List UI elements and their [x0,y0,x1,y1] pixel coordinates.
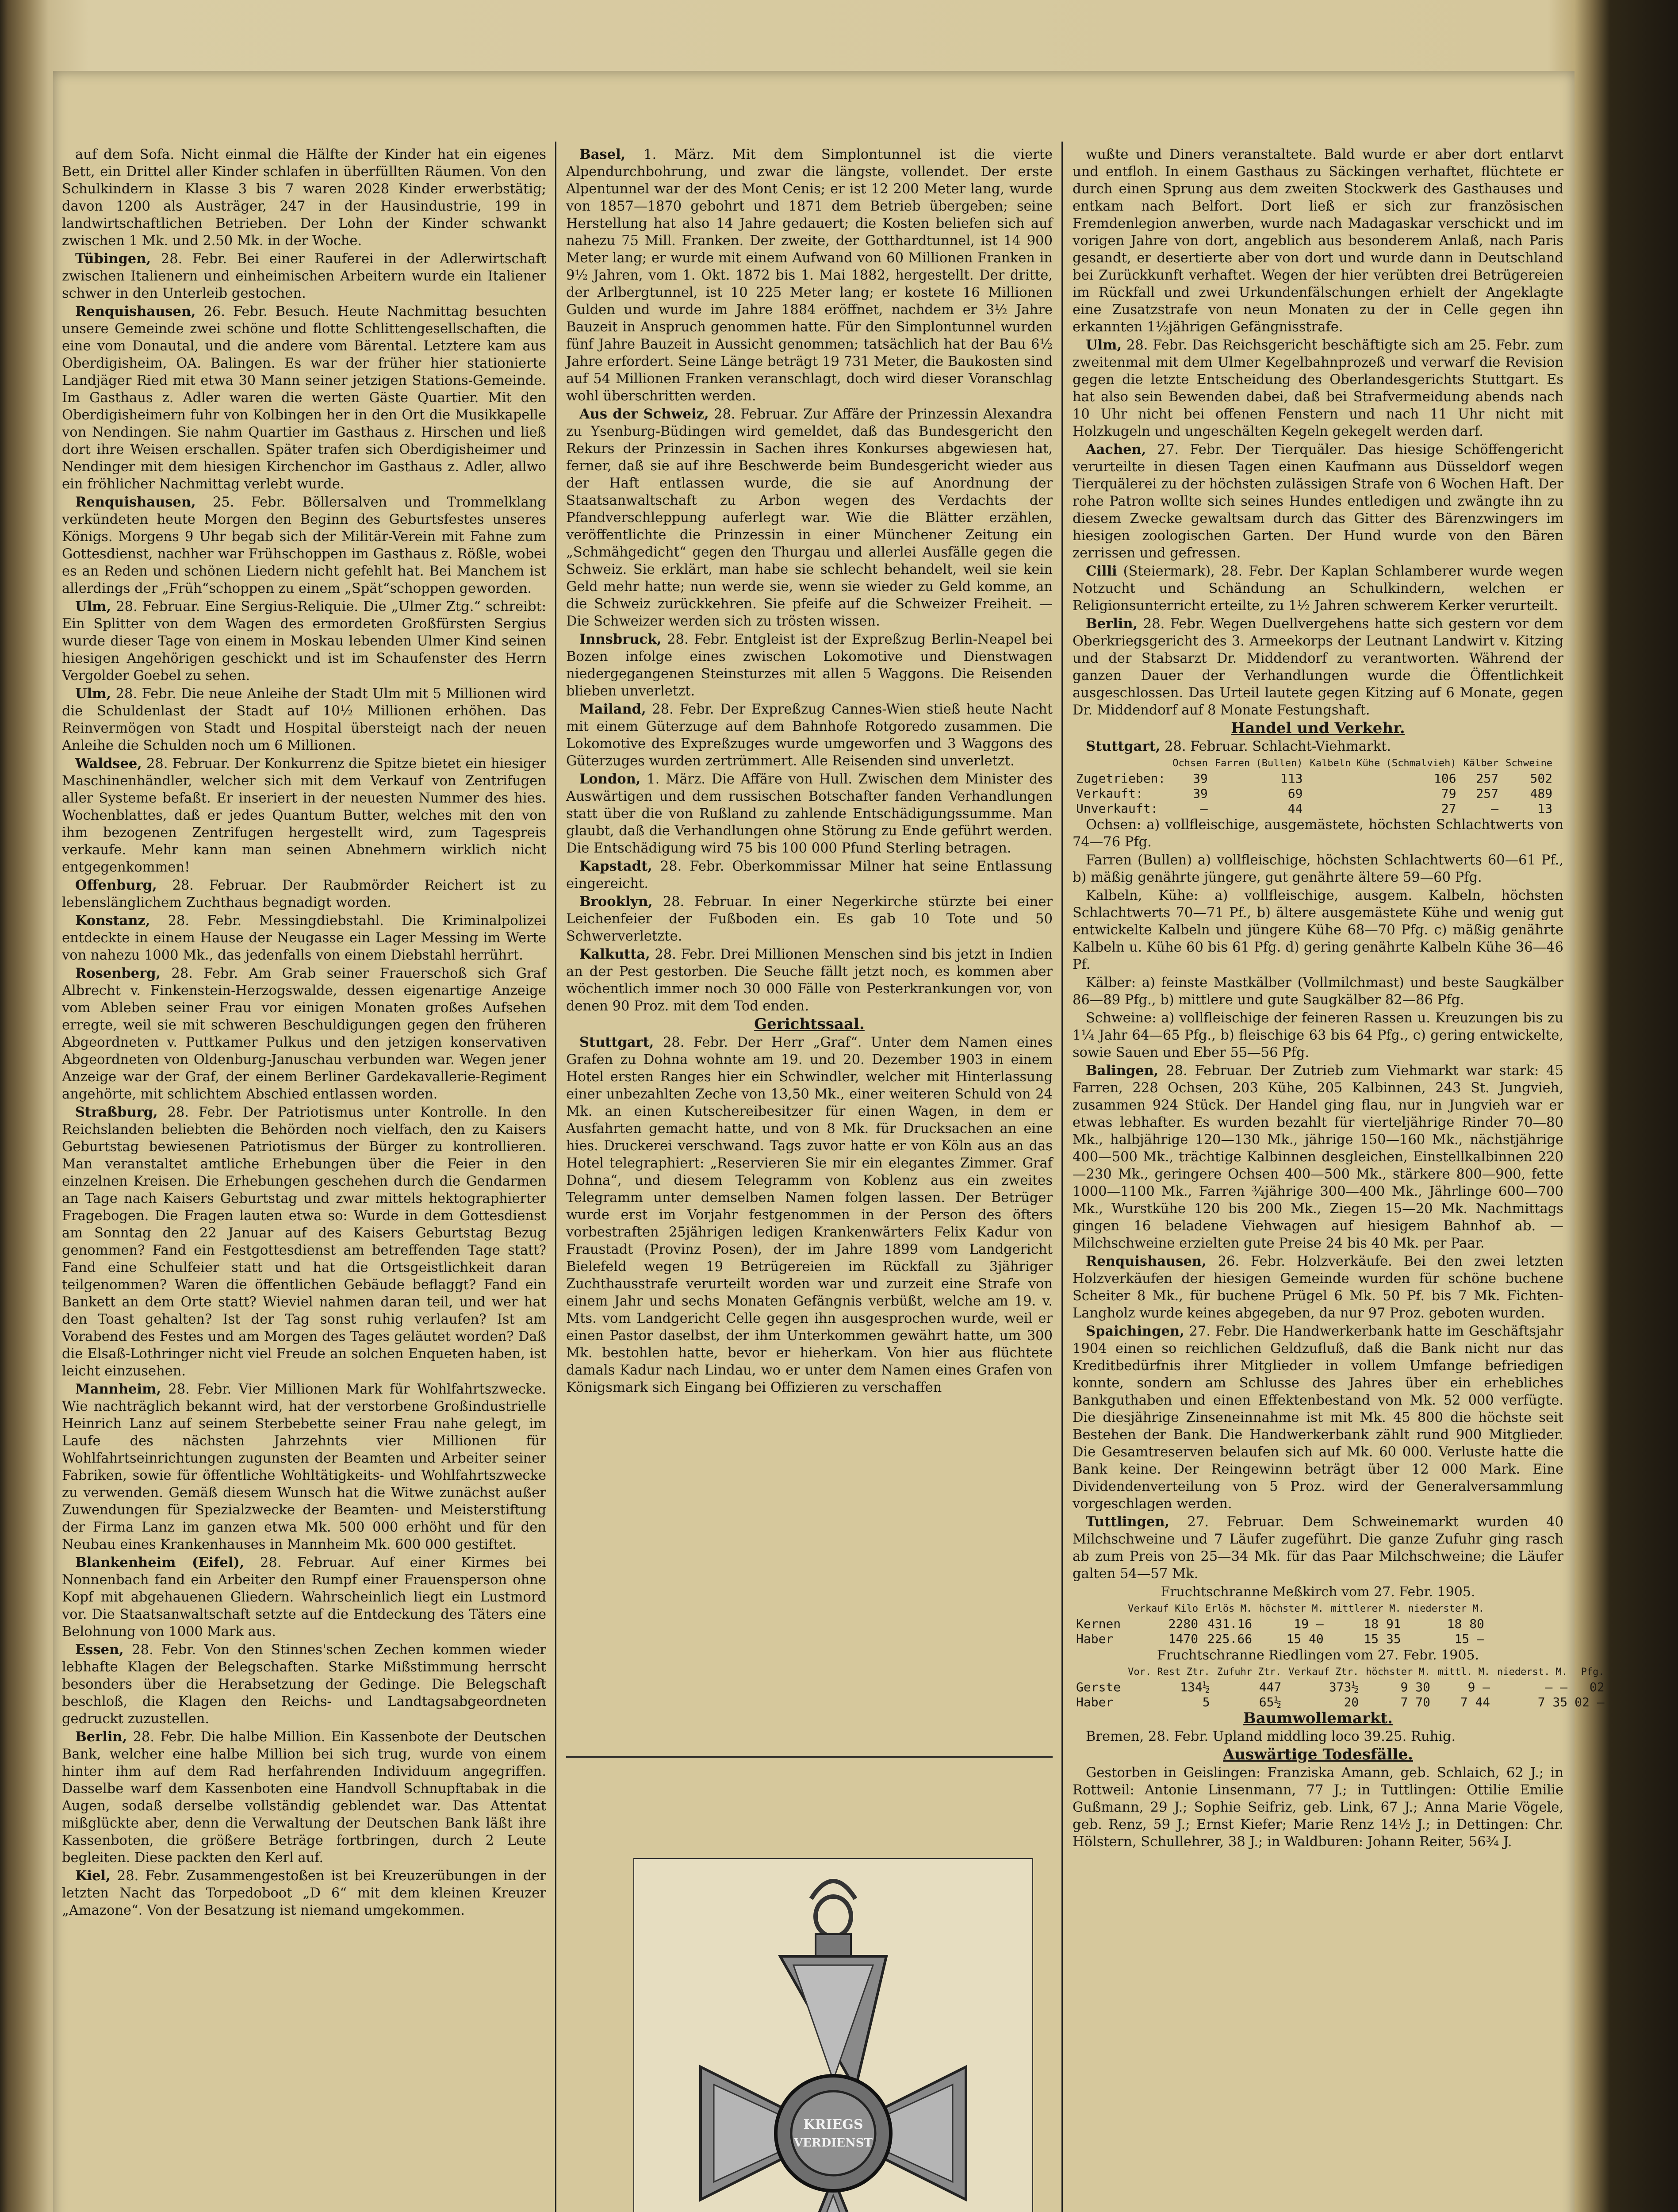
table-row [1073,1632,1488,1647]
news-text: 27. Februar. Dem Schweinemarkt wurden 40 Milchschweine und 7 Läufer zugeführt. Die ganze Zufuhr ging rasch ab zum Preis von 25—34 Mk. für das Paar Milchschweine; die Läufer galten 54—57 Mk. [1073,1514,1563,1582]
news-item [566,631,1053,700]
table-cell: Haber [1076,1695,1114,1709]
news-item [62,146,546,250]
news-item [1073,1010,1563,1061]
table-cell: — — [1545,1680,1568,1694]
news-item [62,1641,546,1728]
column-3-market-reports [1073,816,1563,1582]
dateline: Kalkutta, [579,946,650,962]
news-item [62,1554,546,1640]
dateline: Spaichingen, [1086,1323,1184,1339]
dateline: Berlin, [75,1729,127,1745]
dateline: Rosenberg, [75,965,161,981]
news-text: 28. Febr. Die halbe Million. Ein Kassenbote der Deutschen Bank, welcher eine halbe Million bei sich trug, wurde von einem hinter ihm auf dem Rad herfahrenden Individuum angegriffen. Dasselbe warf dem Kassenboten eine Handvoll Schnupftabak in die Augen, sodaß derselbe vollständig geblendet war. Das Attentat mißglückte aber, denn die Verwaltung der Deutschen Bank läßt ihre Kassenboten, die größere Beträge fortbringen, durch 2 Leute begleiten. Diese packten den Kerl auf. [62,1729,546,1866]
table-cell: 15 — [1454,1632,1484,1646]
todesfaelle-text: Gestorben in Geislingen: Franziska Amann, geb. Schlaich, 62 J.; in Rottweil: Antonie Linsenmann, 77 J.; in Tuttlingen: Ottilie Emilie Gußmann, 29 J.; Sophie Seifriz, geb. Link, 67 J.; Anna Marie Vögele, geb. Renz, 59 J.; Ernst Kiefer; Marie Renz 14½ J.; in Dettingen: Chr. Hölstern, Schullehrer, 38 J.; in Waldburen: Johann Reiter, 56¾ J. [1073,1765,1563,1850]
news-text: wußte und Diners veranstaltete. Bald wurde er aber dort entlarvt und entfloh. In einem Gasthaus zu Säckingen verhaftet, flüchtete er durch einen Sprung aus dem zweiten Stockwerk des Gasthauses und entkam nach Belfort. Dort ließ er sich zur französischen Fremdenlegion anwerben, wurde nach Madagaskar verschickt und im vorigen Jahre von dort, angeblich aus besonderem Anlaß, nach Paris gesandt, er desertierte aber von dort und wurde dann in Deutschland bei Zurückkunft verhaftet. Wegen der hier verübten drei Betrügereien im Rückfall und zwei Urkundenfälschungen erhielt der Angeklagte eine Zusatzstrafe von neun Monaten zu der in Celle gegen ihn erkannten 1½jährigen Gefängnisstrafe. [1073,147,1563,335]
news-item [1073,337,1563,440]
dateline: Offenburg, [75,877,157,893]
fruchtschranne-messkirch [1073,1583,1563,1647]
dateline: Waldsee, [75,756,142,772]
table-cell: 69 [1287,786,1303,801]
table-cell: 18 91 [1364,1617,1401,1631]
medal-illustration [633,1858,1033,2212]
news-item [62,494,546,597]
fruchtschranne-riedlingen [1073,1647,1605,1710]
table-header-cell: Kalbeln Kühe (Schmalvieh) [1310,758,1456,769]
column-3 [1073,146,1605,2212]
news-item [62,685,546,754]
table-cell: 373½ [1329,1680,1359,1694]
news-item [1073,738,1563,755]
news-text: 25. Febr. Böllersalven und Trommelklang verkündeten heute Morgen den Beginn des Geburtsfestes unseres Königs. Morgens 9 Uhr begab sich der Militär-Verein mit Fahne zum Gottesdienst, nachher war Frühschoppen im Gasthaus z. Rößle, wobei es an Reden und schönen Liedern nicht gefehlt hat. Bei Manchem ist allerdings der „Früh“schoppen zu einem „Spät“schoppen geworden. [62,495,546,596]
news-text: 28. Febr. Wegen Duellvergehens hatte sich gestern vor dem Oberkriegsgericht des 3. Armeekorps der Leutnant Landwirt v. Kitzing und der Stabsarzt Dr. Middendorf zu verantworten. Während der ganzen Dauer der Verhandlungen wurde die Öffentlichkeit ausgeschlossen. Das Urteil lautete gegen Kitzing auf 6 Monate, gegen Dr. Middendorf auf 8 Monate Festungshaft. [1073,616,1563,718]
news-text: 28. Februar. Zur Affäre der Prinzessin Alexandra zu Ysenburg-Büdingen wird gemeldet, daß das Bundesgericht den Rekurs der Prinzessin in Sachen ihres Konkurses abgewiesen hat, ferner, daß sie auf ihre Beschwerde beim Bundesgericht wieder aus der Haft entlassen wurde, die sie auf Anordnung der Staatsanwaltschaft zu Arbon wegen des Verdachts der Pfandverschleppung auferlegt war. Wie die Blätter erzählen, veröffentlichte die Prinzessin in einer Münchener Zeitung ein „Schmähgedicht“ gegen den Thurgau und allerlei Ausfälle gegen die Schweiz. Sie erklärt, man habe sie schlecht behandelt, weil sie kein Geld mehr hatte; nun werde sie, wenn sie wieder zu Geld komme, an die Schweiz zurückkehren. Sie pfeife auf die Schweizer Freiheit. — Die Schweizer werden sich zu trösten wissen. [566,407,1053,629]
news-item [566,406,1053,630]
table-cell: 15 35 [1364,1632,1401,1646]
news-item [62,1381,546,1553]
table-cell: 502 [1530,771,1553,786]
news-item [1073,563,1563,614]
news-text: 28. Febr. Messingdiebstahl. Die Kriminalpolizei entdeckte in einem Hause der Neugasse ein Lager Messing im Werte von nahezu 1000 Mk., das jedenfalls von einem Diebstahl herrührt. [62,913,546,963]
table-row [1073,771,1556,786]
news-text: Farren (Bullen) a) vollfleischige, höchsten Schlachtwerts 60—61 Pf., b) mäßig genährte jüngere, gut genährte ältere 59—60 Pfg. [1073,853,1563,885]
frucht1-title: Fruchtschranne Meßkirch vom 27. Febr. 1905. [1161,1584,1475,1600]
table-cell: Haber [1076,1632,1114,1646]
table-cell: 257 [1476,771,1499,786]
news-text: auf dem Sofa. Nicht einmal die Hälfte der Kinder hat ein eigenes Bett, ein Drittel aller Kinder schlafen in überfüllten Räumen. Von den Schulkindern in Klasse 3 bis 7 waren 2028 Kinder erwerbstätig; davon 1200 als Austräger, 247 in der Hausindustrie, 199 in landwirtschaftlichen Betrieben. Der Lohn der Kinder schwankt zwischen 1 Mk. und 2.50 Mk. in der Woche. [62,147,546,249]
table-header-cell [1073,756,1169,771]
table-cell: 9 — [1467,1680,1490,1694]
table-cell: 02 [1589,1680,1605,1694]
table-cell: 106 [1434,771,1456,786]
news-text: 1. März. Mit dem Simplontunnel ist die vierte Alpendurchbohrung, und zwar die längste, vollendet. Der erste Alpentunnel war der des Mont Cenis; er ist 12 200 Meter lang, wurde von 1857—1870 gebohrt und 1871 dem Betrieb übergeben; seine Herstellung hat also 14 Jahre gedauert; die Kosten beliefen sich auf nahezu 75 Mill. Franken. Der zweite, der Gotthardtunnel, ist 14 900 Meter lang; er wurde mit einem Aufwand von 60 Millionen Franken in 9½ Jahren, vom 1. Okt. 1872 bis 1. Mai 1882, hergestellt. Der dritte, der Arlbergtunnel, ist 10 225 Meter lang; er kostete 16 Millionen Gulden und wurde im Jahre 1884 eröffnet, nachdem er 3½ Jahre Bauzeit in Anspruch genommen hatte. Für den Simplontunnel wurden fünf Jahre Bauzeit in Aussicht genommen; tatsächlich hat der Bau 6½ Jahre erfordert. Seine Länge beträgt 19 731 Meter, die Baukosten sind auf 54 Millionen Franken veranschlagt, doch wird dieser Voranschlag wohl überschritten werden. [566,147,1053,404]
table-cell: 7 70 [1400,1695,1430,1709]
dateline: Basel, [579,146,626,162]
news-item [62,755,546,876]
dateline: Stuttgart, [1086,738,1161,754]
table-cell: 39 [1193,771,1208,786]
news-text: 28. Febr. Entgleist ist der Expreßzug Berlin-Neapel bei Bozen infolge eines zwischen Lokomotive und Dienstwagen niedergegangenen Steinsturzes mit allen 5 Waggons. Die Reisenden blieben unverletzt. [566,632,1053,699]
news-item [1073,852,1563,886]
table-cell: 02 — [1575,1695,1605,1709]
table-cell: 489 [1530,786,1553,801]
table-cell: 7 35 [1537,1695,1568,1709]
table-row [1073,1680,1608,1695]
table-header-cell: mittlerer M. [1330,1603,1401,1614]
medal-text-kriegs: KRIEGS [803,2117,863,2132]
table-cell: 2280 [1168,1617,1199,1631]
news-text: 28. Febr. Bei einer Rauferei in der Adlerwirtschaft zwischen Italienern und einheimischen Arbeitern wurde ein Italiener schwer in den Unterleib gestochen. [62,251,546,301]
table-header-cell: Kälber [1463,758,1499,769]
table-cell: 39 [1193,786,1208,801]
dateline: Balingen, [1086,1063,1159,1079]
table-cell: 134½ [1180,1680,1210,1694]
column-2 [566,146,1053,1747]
dateline: Tübingen, [75,251,151,267]
dateline: Aachen, [1086,442,1146,457]
news-text: 28. Febr. Der Patriotismus unter Kontrolle. In den Reichslanden beliebten die Behörden noch vielfach, den zu Kaisers Geburtstag bewiesenen Patriotismus der Bürger zu kontrollieren. Man veranstaltet amtliche Erhebungen über die Feier in den einzelnen Kreisen. Die Erhebungen geschehen durch die Gendarmen an Tage nach Kaisers Geburtstag und zwar mittels hektographierter Fragebogen. Die Fragen lauten etwa so: Wurde in dem Gottesdienst am Sonntag den 22 Januar auf des Kaisers Geburtstag Bezug genommen? Fand ein Festgottesdienst am betreffenden Tage statt? Fand eine Schulfeier statt und hat die Ortsgeistlichkeit daran teilgenommen? Waren die öffentlichen Gebäude beflaggt? Fand ein Bankett an dem Orte statt? Wieviel nahmen daran teil, und wer hat den Toast gehalten? Ist der Tag sonst ruhig verlaufen? Ist am Vorabend des Festes und am Morgen des Tages geläutet worden? Daß die Elsaß-Lothringer nicht viel Freude an solchen Enqueten haben, ist leicht einzusehen. [62,1105,546,1379]
news-item [62,965,546,1103]
news-item [566,1034,1053,1396]
table-cell: — [1200,801,1208,816]
table-header-cell: höchster M. [1259,1603,1324,1614]
table-cell: 447 [1259,1680,1282,1694]
dateline: Mailand, [579,701,646,717]
table-header-cell: niederst. M. [1497,1667,1568,1678]
table-header-cell: Verkauf Ztr. [1288,1667,1359,1678]
news-item [1073,615,1563,719]
dateline: Renquishausen, [75,303,196,319]
news-text: 26. Febr. Besuch. Heute Nachmittag besuchten unsere Gemeinde zwei schöne und flotte Schlittengesellschaften, die eine vom Donautal, und die andere vom Bärental. Letztere kam aus Oberdigisheim, OA. Balingen. Es war der früher hier stationierte Landjäger Ried mit etwa 30 Mann seiner jetzigen Stations-Gemeinde. Im Gasthaus z. Adler waren die werten Gäste Quartier. Mit den Oberdigisheimern fuhr von Kolbingen her in den Ort die Musikkapelle von Nendingen. Sie nahm Quartier im Gasthaus z. Hirschen und ließ dort ihre Weisen erschallen. Später trafen sich Oberdigisheimer und Nendinger mit dem hiesigen Kirchenchor im Gasthaus z. Adler, allwo ein fröhlicher Nachmittag verlebt wurde. [62,304,546,492]
dateline: Mannheim, [75,1381,161,1397]
newspaper-page [53,71,1605,2212]
news-item [1073,146,1563,336]
news-text: Kälber: a) feinste Mastkälber (Vollmilchmast) und beste Saugkälber 86—89 Pfg., b) mittlere und gute Saugkälber 82—86 Pfg. [1073,975,1563,1008]
news-text: 26. Febr. Holzverkäufe. Bei den zwei letzten Holzverkäufen der hiesigen Gemeinde wurden für schöne buchene Scheiter 8 Mk., für buchene Prügel 6 Mk. 50 Pf. bis 7 Mk. Fichten-Langholz wurde keines abgegeben, da nur 97 Proz. geboten wurden. [1073,1254,1563,1321]
table-cell: Unverkauft: [1076,801,1158,816]
table-header-cell: Schweine [1506,758,1553,769]
news-item [1073,816,1563,851]
news-text: 28. Februar. Auf einer Kirmes bei Nonnenbach fand ein Arbeiter den Rumpf einer Frauensperson ohne Kopf mit abgehauenen Gliedern. Wahrscheinlich liegt ein Lustmord vor. Die Staatsanwaltschaft setzte auf die Entdeckung des Täters eine Belohnung von 1000 Mark aus. [62,1555,546,1640]
table-cell: 79 [1441,786,1456,801]
dateline: Aus der Schweiz, [579,406,709,422]
dateline: Kiel, [75,1868,111,1884]
news-text: 28. Febr. Der Expreßzug Cannes-Wien stieß heute Nacht mit einem Güterzuge auf dem Bahnhofe Rotgoredo zusammen. Die Lokomotive des Expreßzuges wurde umgeworfen und 3 Waggons des Güterzuges wurden zertrümmert. Alle Reisenden sind unverletzt. [566,702,1053,769]
news-item [1073,887,1563,973]
news-item [62,877,546,911]
table-cell: 18 80 [1447,1617,1484,1631]
news-text: 28. Febr. Die neue Anleihe der Stadt Ulm mit 5 Millionen wird die Schuldenlast der Stadt auf 10½ Millionen erhöhen. Das Reinvermögen von Stadt und Hospital übersteigt nach der neuen Anleihe die Schulden noch um 6 Millionen. [62,686,546,753]
table-row [1073,801,1556,816]
news-item [566,858,1053,892]
table-cell: 113 [1280,771,1303,786]
table-header-cell: Verkauf Kilo [1128,1603,1199,1614]
table-cell: 20 [1344,1695,1359,1709]
news-item [62,912,546,964]
table-cell: 225.66 [1207,1632,1253,1646]
news-text: 28. Febr. Oberkommissar Milner hat seine Entlassung eingereicht. [566,859,1053,891]
dateline: Renquishausen, [75,494,196,510]
table-cell: Zugetrieben: [1076,771,1166,786]
table-header-cell: mittl. M. [1437,1667,1490,1678]
news-text: 28. Februar. Der Konkurrenz die Spitze bietet ein hiesiger Maschinenhändler, welcher sich mit dem Verkauf von Zentrifugen aller Systeme befaßt. Er inseriert in der neuesten Nummer des hies. Wochenblattes, daß er jedes Quantum Butter, welches mit den von ihm bezogenen Zentrifugen hergestellt wird, zum Tagespreis verkaufe. Mehr kann man seinen Abnehmern wirklich nicht entgegenkommen! [62,756,546,875]
column-3-news [1073,146,1563,755]
dateline: Renquishausen, [1086,1253,1207,1269]
table-row [1073,1695,1608,1710]
table-header-cell: Pfg. [1581,1667,1605,1678]
news-item [1073,1513,1563,1582]
table-header-cell: Farren (Bullen) [1214,758,1303,769]
dateline: Kapstadt, [579,858,652,874]
news-text: 28. Februar. Schlacht-Viehmarkt. [1160,739,1391,754]
news-text: Kalbeln, Kühe: a) vollfleischige, ausgem. Kalbeln, höchsten Schlachtwerts 70—71 Pf., b) ältere ausgemästete Kühe und wenig gut entwickelte Kalbeln und jüngere Kühe 68—70 Pfg. c) mäßig genährte Kalbeln u. Kühe 60 bis 61 Pfg. d) gering genährte Kalbeln Kühe 36—46 Pf. [1073,888,1563,972]
medal-top-rule [566,1756,1053,1758]
dateline: Essen, [75,1642,124,1658]
dateline: Brooklyn, [579,894,653,910]
table-header-cell [1073,1665,1124,1680]
dateline: Straßburg, [75,1104,158,1120]
table-header-cell: Ochsen [1172,758,1208,769]
table-cell: 5 [1202,1695,1210,1709]
section-heading: Handel und Verkehr. [1231,719,1405,737]
news-item [1073,1062,1563,1252]
news-text: 28. Februar. In einer Negerkirche stürzte bei einer Leichenfeier der Fußboden ein. Es gab 10 Tote und 50 Schwerverletzte. [566,894,1053,944]
table-row [1073,1617,1488,1632]
news-item [566,146,1053,405]
table-header-cell: Vor. Rest Ztr. [1128,1667,1210,1678]
dateline: Berlin, [1086,616,1138,632]
news-text: 28. Febr. Zusammengestoßen ist bei Kreuzerübungen in der letzten Nacht das Torpedoboot „D 6“ mit dem kleinen Kreuzer „Amazone“. Von der Besatzung ist niemand umgekommen. [62,1868,546,1918]
baumwolle-heading: Baumwollemarkt. [1243,1709,1393,1727]
dateline: Cilli [1086,563,1117,579]
previous-page-edge [0,75,49,2212]
news-text: 28. Februar. Der Zutrieb zum Viehmarkt war stark: 45 Farren, 228 Ochsen, 203 Kühe, 205 Kalbinnen, 243 St. Jungvieh, zusammen 924 Stück. Der Handel ging flau, nur in Jungvieh war er etwas lebhafter. Es wurden bezahlt für vierteljährige Rinder 70—80 Mk., halbjährige 120—130 Mk., jährige 150—160 Mk., nächstjährige 400—500 Mk., trächtige Kalbinnen desgleichen, Einstellkalbinnen 220—230 Mk., geringere Ochsen 400—500 Mk., stärkere 800—900, fette 1000—1100 Mk., Farren ¾jährige 300—400 Mk., Jährlinge 600—700 Mk., Wurstkühe 120 bis 200 Mk., Ziegen 15—20 Mk. Nachmittags gingen 16 beladene Viehwagen auf hiesigem Bahnhof ab. — Milchschweine erzielten gute Preise 24 bis 40 Mk. per Paar. [1073,1063,1563,1251]
news-text: 28. Februar. Eine Sergius-Reliquie. Die „Ulmer Ztg.“ schreibt: Ein Splitter von dem Wagen des ermordeten Großfürsten Sergius wurde dieser Tage von einem in Moskau lebenden Ulmer Kind seinen hiesigen Angehörigen geschickt und ist im Schaufenster des Herrn Vergolder Goebel zu sehen. [62,599,546,684]
dateline: Tuttlingen, [1086,1514,1170,1530]
news-item [566,771,1053,857]
dateline: Konstanz, [75,913,150,929]
dateline: Blankenheim (Eifel), [75,1555,245,1571]
table-cell: Kernen [1076,1617,1121,1631]
column-1 [62,146,546,2212]
news-item [62,1104,546,1380]
news-text: 28. Febr. Vier Millionen Mark für Wohlfahrtszwecke. Wie nachträglich bekannt wird, hat der verstorbene Großindustrielle Heinrich Lanz auf seinem Sterbebette seiner Frau nahe gelegt, im Laufe des nächsten Jahrzehnts vier Millionen für Wohlfahrtseinrichtungen zugunsten der Beamten und Arbeiter seiner Fabriken, sowie für öffentliche Wohltätigkeits- und Wohlfahrtszwecke zu verwenden. Gemäß diesem Wunsch hat die Witwe zunächst außer Zuwendungen für Spezialzwecke der Beamten- und Meisterstiftung der Firma Lanz im ganzen etwa Mk. 500 000 erhöht und für den Neubau eines Krankenhauses in Mannheim Mk. 600 000 gestiftet. [62,1382,546,1552]
news-text: 27. Febr. Der Tierquäler. Das hiesige Schöffengericht verurteilte in diesen Tagen einen Kaufmann aus Düsseldorf wegen Tierquälerei zu der höchsten zulässigen Strafe von 6 Wochen Haft. Der rohe Patron wollte sich seines Hundes entledigen und zwängte ihn zu diesem Zwecke gewaltsam durch das Gitter des Bärenzwingers im hiesigen zoologischen Garten. Der Hund wurde von den Bären zerrissen und gefressen. [1073,442,1563,561]
news-text: 28. Febr. Das Reichsgericht beschäftigte sich am 25. Febr. zum zweitenmal mit dem Ulmer Kegelbahnprozeß und verwarf die Revision gegen die letzte Entscheidung des Oberlandesgerichts Stuttgart. Es hat also sein Bewenden dabei, daß bei Strafvermeidung abends nach 10 Uhr nicht bei offenen Fenstern und nach 11 Uhr nicht mit Holzkugeln und ungeschälten Kegeln gekegelt werden darf. [1073,338,1563,439]
news-text: 27. Febr. Die Handwerkerbank hatte im Geschäftsjahr 1904 einen so reichlichen Geldzufluß, daß die Bank nicht nur das Kreditbedürfnis ihrer Mitglieder in vollem Umfange befriedigen konnte, sondern am Schlusse des Jahres über ein erhebliches Bankguthaben und einen Effektenbestand von Mk. 52 000 verfügte. Die diesjährige Zinseneinnahme ist mit Mk. 45 800 die höchste seit Bestehen der Bank. Die Handwerkerbank zählt rund 900 Mitglieder. Die Gesamtreserven belaufen sich auf Mk. 60 000. Verluste hatte die Bank keine. Der Reingewinn beträgt über 12 000 Mark. Eine Dividendenverteilung von 5 Proz. wird der Generalversammlung vorgeschlagen werden. [1073,1324,1563,1512]
news-text: Schweine: a) vollfleischige der feineren Rassen u. Kreuzungen bis zu 1¼ Jahr 64—65 Pfg., b) fleischige 63 bis 64 Pfg., c) gering entwickelte, sowie Sauen und Eber 55—56 Pfg. [1073,1010,1563,1060]
dateline: London, [579,771,641,787]
dateline: Ulm, [75,686,111,702]
table-row [1073,786,1556,801]
table-cell: 7 44 [1460,1695,1490,1709]
table-cell: Verkauft: [1076,786,1143,801]
table-cell: 15 40 [1286,1632,1324,1646]
table-cell: — [1491,801,1499,816]
baumwolle-text: Bremen, 28. Febr. Upland middling loco 39.25. Ruhig. [1086,1729,1456,1744]
news-text: 28. Februar. Der Raubmörder Reichert ist zu lebenslänglichem Zuchthaus begnadigt worden. [62,878,546,910]
news-item [1073,441,1563,562]
table-cell: 44 [1287,801,1303,816]
table-cell: 13 [1537,801,1553,816]
medal-text-verdienst: VERDIENST [793,2136,873,2150]
dateline: Ulm, [75,599,111,614]
frucht2-title: Fruchtschranne Riedlingen vom 27. Febr. 1905. [1157,1647,1479,1663]
dateline: Stuttgart, [579,1034,654,1050]
table-cell: 19 — [1294,1617,1324,1631]
column-rule-2 [1061,142,1063,2212]
news-item [62,303,546,493]
table-cell: 27 [1441,801,1456,816]
news-item [62,1867,546,1919]
section-heading: Gerichtssaal. [754,1015,865,1033]
military-cross-icon [634,1859,1032,2212]
todesfaelle-heading: Auswärtige Todesfälle. [1223,1746,1413,1763]
news-item [1073,1323,1563,1513]
news-item [62,250,546,302]
table-cell: 65½ [1259,1695,1282,1709]
table-cell: Gerste [1076,1680,1121,1694]
news-item [1073,1253,1563,1322]
news-item [566,893,1053,945]
table-cell: 1470 [1168,1632,1199,1646]
table-cell: 431.16 [1207,1617,1253,1631]
cattle-market-table [1073,756,1563,816]
table-cell: 257 [1476,786,1499,801]
news-item [566,946,1053,1015]
table-cell: 9 30 [1400,1680,1430,1694]
news-text: (Steiermark), 28. Febr. Der Kaplan Schlamberer wurde wegen Notzucht und Schändung an Schulkindern, welchen er Religionsunterricht erteilte, zu 1½ Jahren schwerem Kerker verurteilt. [1073,564,1563,614]
table-header-cell: Erlös M. [1205,1603,1253,1614]
news-item [1073,974,1563,1009]
dateline: Ulm, [1086,337,1122,353]
news-text: 28. Febr. Der Herr „Graf“. Unter dem Namen eines Grafen zu Dohna wohnte am 19. und 20. Dezember 1903 in einem Hotel ersten Ranges hier ein Schwindler, welcher mit Hinterlassung einer unbezahlten Zeche von 13,50 Mk., einer weiteren Schuld von 24 Mk. an einen Kutschereibesitzer für einen Wagen, in dem er Ausfahrten gemacht hatte, und von 8 Mk. für Drucksachen an eine hies. Druckerei verschwand. Tags zuvor hatte er von Köln aus an das Hotel telegraphiert: „Reservieren Sie mir ein elegantes Zimmer. Graf Dohna“, und diesem Telegramm von Koblenz aus ein zweites Telegramm unter demselben Namen folgen lassen. Der Betrüger wurde erst im Vorjahr festgenommen in der Person des öfters vorbestraften 25jährigen ledigen Krankenwärters Felix Kadur von Fraustadt (Provinz Posen), der im Jahre 1899 vom Landgericht Bielefeld wegen 19 Betrügereien im Rückfall zu 3jähriger Zuchthausstrafe verurteilt worden war und zurzeit eine Strafe von einem Jahr und sechs Monaten Gefängnis verbüßt, welche am 19. v. Mts. vom Landgericht Celle gegen ihn ausgesprochen wurde, weil er einen Pastor daselbst, der ihm Unterkommen gewährt hatte, um 300 Mk. bestohlen hatte, bevor er hieherkam. Von hier aus flüchtete damals Kadur nach Lindau, wo er unter dem Namen eines Grafen von Königsmark sich Eingang bei Offizieren zu verschaffen [566,1035,1053,1395]
news-text: 28. Febr. Am Grab seiner Frauerschoß sich Graf Albrecht v. Finkenstein-Herzogswalde, dessen eigenartige Anzeige vom Ableben seiner Frau vor einigen Monaten großes Aufsehen erregte, weil sie mit schweren Beschuldigungen gegen den früheren Abgeordneten v. Puttkamer Pulkus und den jetzigen konservativen Abgeordneten von Oldenburg-Januschau verbunden war. Wegen jener Anzeige war der Graf, der einem Berliner Gardekavallerie-Regiment angehörte, mit schlichtem Abschied entlassen worden. [62,966,546,1102]
table-header-cell: höchster M. [1366,1667,1430,1678]
news-text: 28. Febr. Von den Stinnes'schen Zechen kommen wieder lebhafte Klagen der Belegschaften. Starke Mißstimmung herrscht besonders über die Herabsetzung der Gedinge. Die Belegschaft beschloß, die Klagen den Reichs- und Landtagsabgeordneten gedruckt zuzustellen. [62,1642,546,1727]
news-text: 28. Febr. Drei Millionen Menschen sind bis jetzt in Indien an der Pest gestorben. Die Seuche fällt jetzt noch, es kommen aber wöchentlich immer noch 30 000 Fälle von Pesterkrankungen vor, von denen 90 Proz. mit dem Tod enden. [566,947,1053,1014]
news-item [62,1728,546,1866]
news-item [566,701,1053,770]
table-header-cell: niederster M. [1408,1603,1484,1614]
table-header-cell [1073,1601,1124,1617]
column-rule-1 [555,142,556,2212]
dateline: Innsbruck, [579,631,662,647]
news-item [62,598,546,684]
news-text: 1. März. Die Affäre von Hull. Zwischen dem Minister des Auswärtigen und dem russischen Botschafter fanden Verhandlungen statt über die von Rußland zu zahlende Entschädigungssumme. Man glaubt, daß die Verhandlungen ohne Störung zu Ende geführt werden. Die Entschädigung wird 75 bis 100 000 Pfund Sterling betragen. [566,772,1053,856]
table-header-cell: Zufuhr Ztr. [1217,1667,1282,1678]
news-text: Ochsen: a) vollfleischige, ausgemästete, höchsten Schlachtwerts von 74—76 Pfg. [1073,817,1563,850]
